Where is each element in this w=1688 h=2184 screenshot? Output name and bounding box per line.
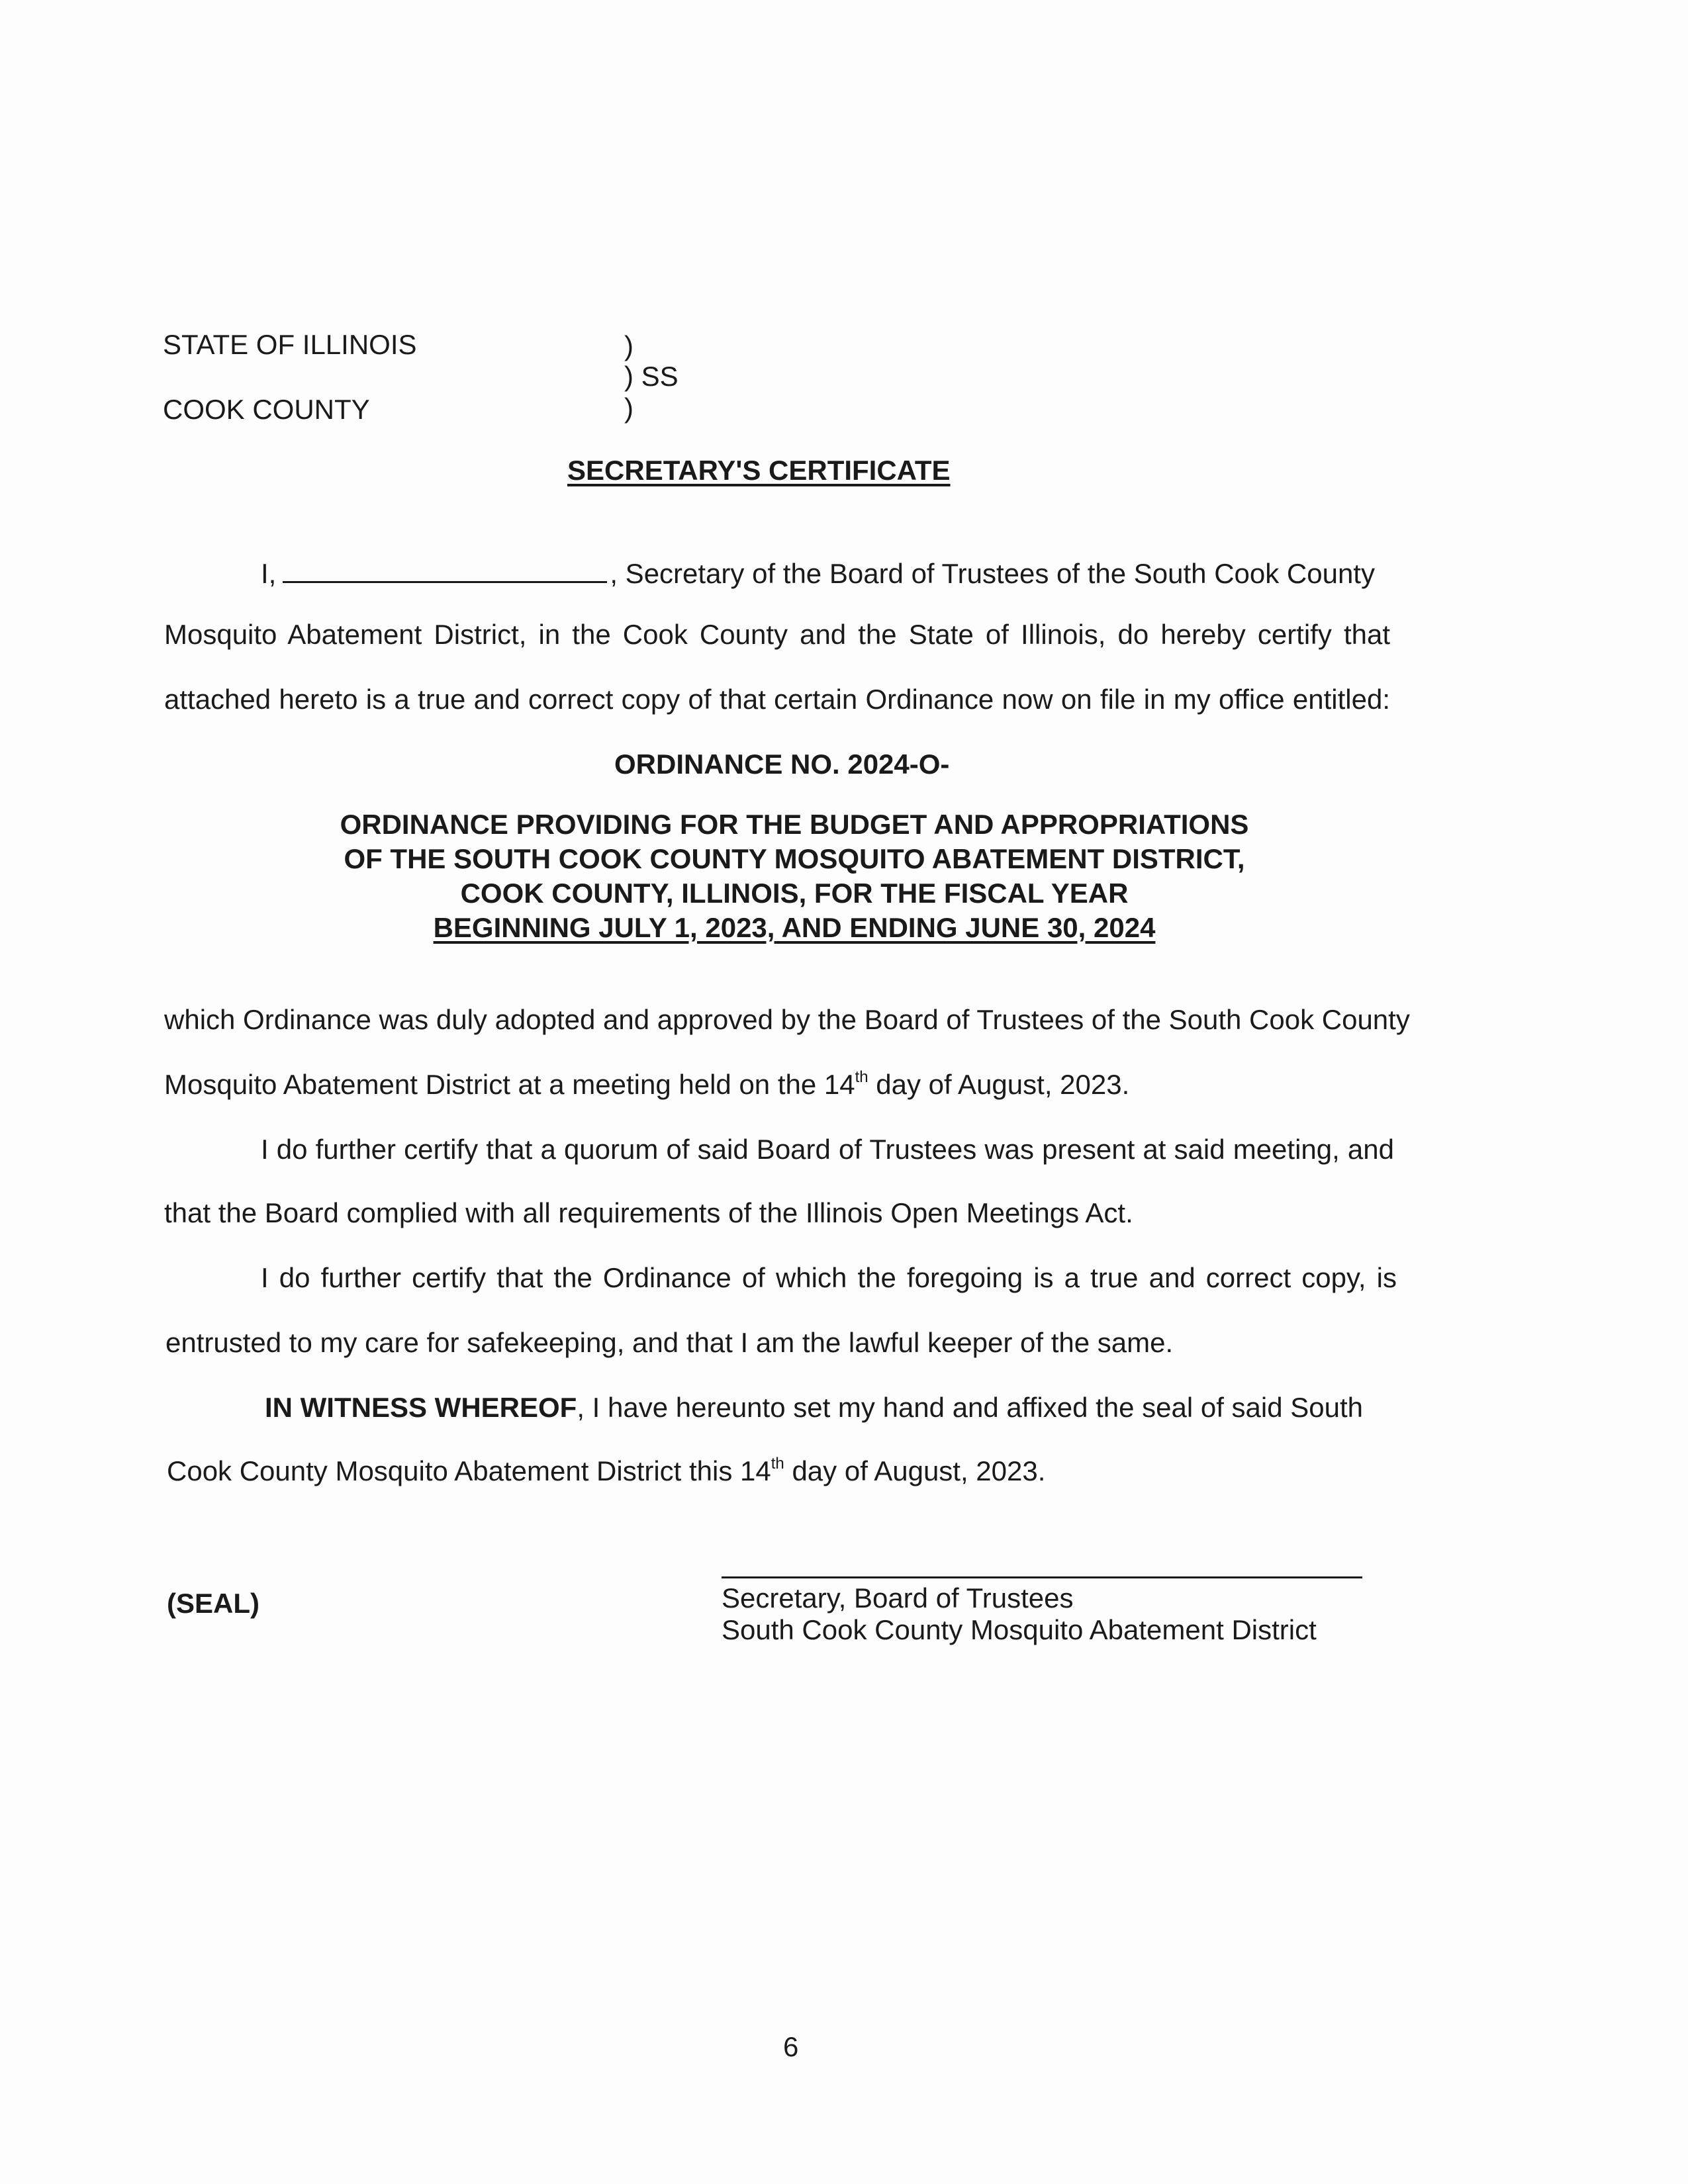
venue-state: STATE OF ILLINOIS (163, 329, 417, 360)
witness-line-1-rest: , I have hereunto set my hand and affixed the seal of said South (577, 1392, 1364, 1423)
custody-line-2: entrusted to my care for safekeeping, and that I am the lawful keeper of the same. (165, 1327, 1174, 1358)
witness-line-2 (167, 1457, 1045, 1485)
intro-line-1-prefix: I, (261, 558, 277, 589)
adoption-line-2-text: Mosquito Abatement District at a meeting held on the 14 (164, 1069, 855, 1100)
ordinance-title-line-2: OF THE SOUTH COOK COUNTY MOSQUITO ABATEMENT DISTRICT, (344, 843, 1245, 874)
ordinance-number: ORDINANCE NO. 2024-O- (614, 749, 950, 780)
ordinance-title-line-4: BEGINNING JULY 1, 2023, AND ENDING JUNE 30, 2024 (433, 912, 1156, 943)
witness-heading: IN WITNESS WHEREOF (265, 1392, 577, 1423)
signature-title: Secretary, Board of Trustees (722, 1582, 1074, 1614)
custody-line-1: I do further certify that the Ordinance of which the foregoing is a true and correct copy, is (261, 1262, 1397, 1293)
ordinance-title-line-3: COOK COUNTY, ILLINOIS, FOR THE FISCAL YEAR (460, 878, 1129, 909)
intro-line-1 (261, 557, 1375, 588)
venue-paren-top: ) (624, 330, 633, 361)
secretary-name-blank (283, 557, 607, 583)
ordinance-title (265, 807, 1324, 945)
venue-paren-ss: ) SS (624, 361, 679, 392)
page-number: 6 (783, 2031, 799, 2062)
adoption-line-2 (164, 1068, 1130, 1100)
witness-line-1 (265, 1394, 1363, 1422)
quorum-line-2: that the Board complied with all requirements of the Illinois Open Meetings Act. (164, 1197, 1133, 1228)
adoption-ordinal-suffix: th (855, 1068, 868, 1086)
intro-line-2: Mosquito Abatement District, in the Cook County and the State of Illinois, do hereby certify that (164, 619, 1390, 650)
intro-line-1-suffix: , Secretary of the Board of Trustees of the South Cook County (610, 558, 1375, 589)
signature-line (722, 1576, 1362, 1578)
venue-county: COOK COUNTY (163, 394, 370, 425)
venue-paren-bottom: ) (624, 392, 633, 424)
seal-label: (SEAL) (167, 1588, 259, 1619)
quorum-line-1: I do further certify that a quorum of said Board of Trustees was present at said meeting, and (261, 1134, 1394, 1165)
intro-line-3: attached hereto is a true and correct copy of that certain Ordinance now on file in my office entitled: (164, 684, 1390, 715)
adoption-line-2-date: day of August, 2023. (868, 1069, 1130, 1100)
witness-line-2-date: day of August, 2023. (784, 1455, 1046, 1486)
witness-ordinal-suffix: th (771, 1455, 784, 1473)
signature-organization: South Cook County Mosquito Abatement District (722, 1614, 1317, 1645)
adoption-line-1: which Ordinance was duly adopted and approved by the Board of Trustees of the South Cook County (164, 1004, 1410, 1035)
witness-line-2-text: Cook County Mosquito Abatement District this 14 (167, 1455, 771, 1486)
ordinance-title-line-1: ORDINANCE PROVIDING FOR THE BUDGET AND APPROPRIATIONS (340, 809, 1249, 840)
page-title: SECRETARY'S CERTIFICATE (567, 455, 951, 486)
